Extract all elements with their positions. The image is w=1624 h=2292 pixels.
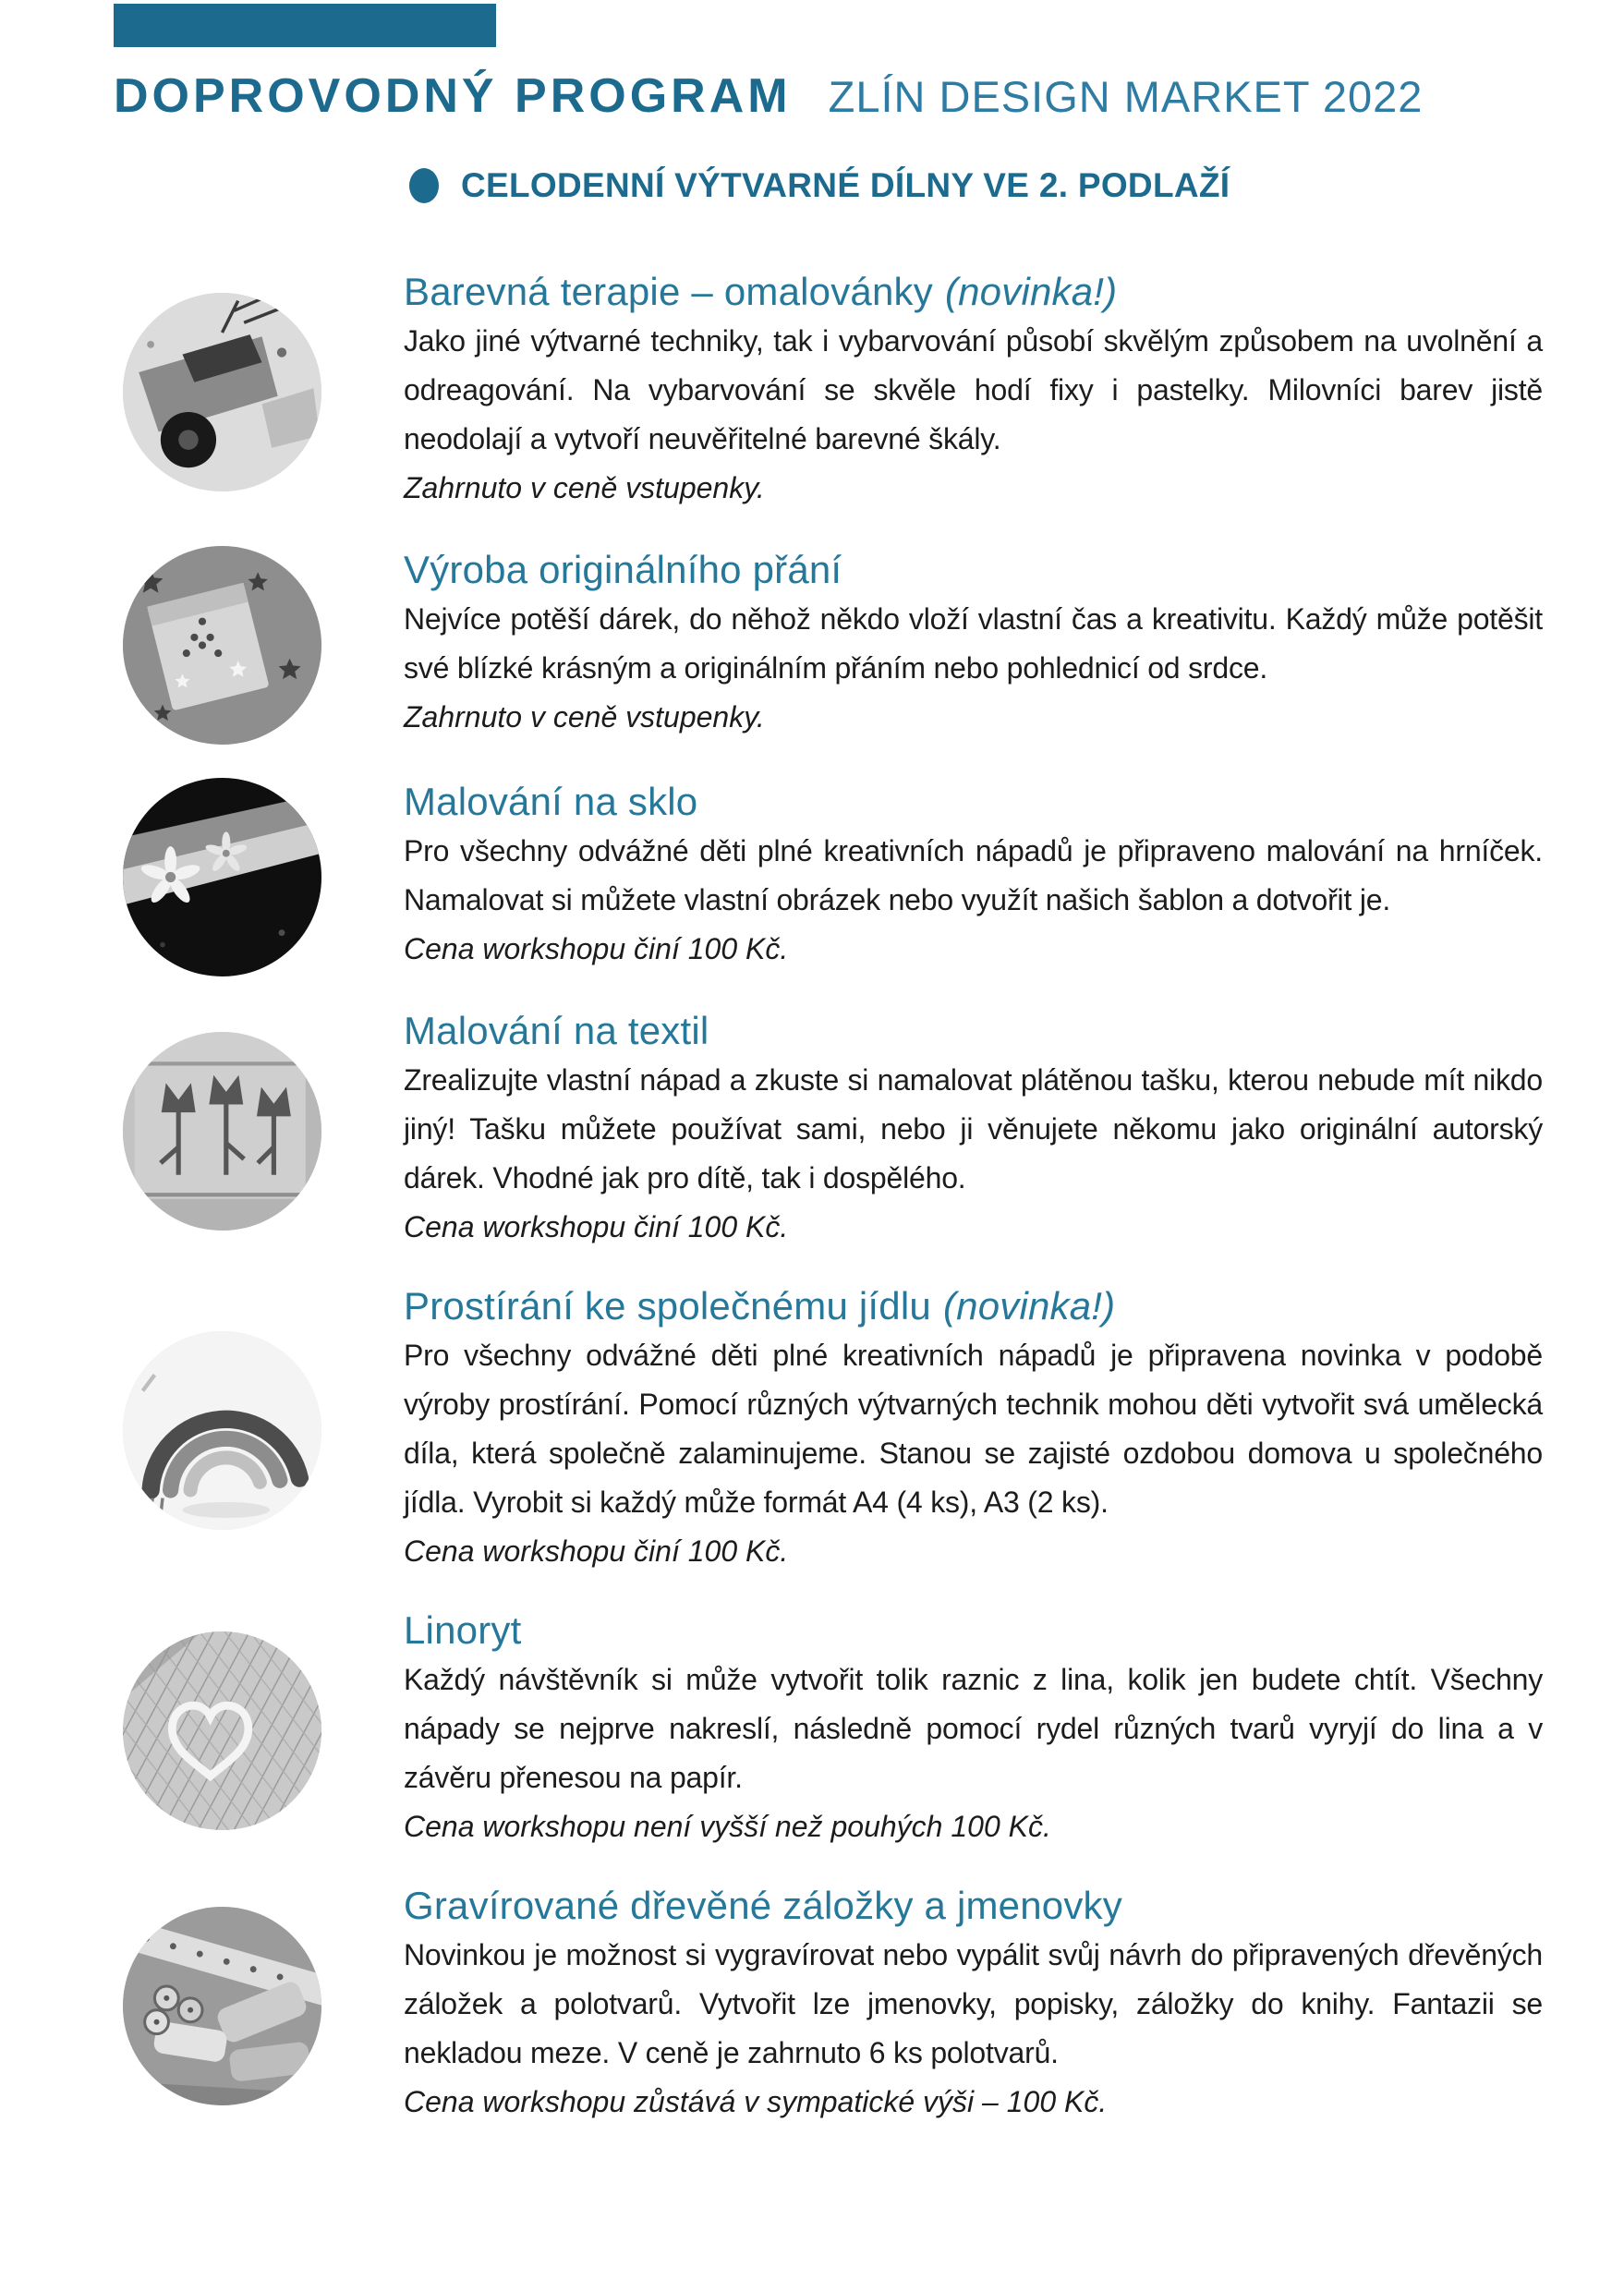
painted-rainbow-photo xyxy=(123,1331,321,1530)
section-text xyxy=(404,1609,1543,1851)
section-title-suffix: (novinka!) xyxy=(942,1284,1116,1328)
section-text xyxy=(404,271,1543,513)
workshop-list xyxy=(0,271,1624,2160)
section-title xyxy=(404,271,1543,313)
section-title xyxy=(404,1609,1543,1652)
section-text xyxy=(404,1285,1543,1576)
section-note: Zahrnuto v ceně vstupenky. xyxy=(404,700,765,734)
workshop-section-coloring xyxy=(0,271,1624,513)
section-body: Jako jiné výtvarné techniky, tak i vybarvování působí skvělým způsobem na uvolnění a odreagování. Na vybarvování se skvěle hodí fixy i pastelky. Milovníci barev jistě neodolají a vytvoří neuvěřitelné barevné škály. xyxy=(404,324,1543,455)
section-text xyxy=(404,1885,1543,2127)
bullet-dot-icon xyxy=(409,168,439,203)
workshop-section-linocut xyxy=(0,1609,1624,1851)
workshops-header xyxy=(409,166,1230,205)
page-subtitle: ZLÍN DESIGN MARKET 2022 xyxy=(828,72,1424,121)
section-body: Zrealizujte vlastní nápad a zkuste si namalovat plátěnou tašku, kterou nebude mít nikdo jiný! Tašku můžete používat sami, nebo ji věnujete někomu jako originální autorský dárek. Vhodné jak pro dítě, tak i dospělého. xyxy=(404,1063,1543,1195)
section-note: Cena workshopu zůstává v sympatické výši – 100 Kč. xyxy=(404,2085,1108,2118)
workshop-section-glass-painting xyxy=(0,778,1624,976)
section-note: Cena workshopu není vyšší než pouhých 100 Kč. xyxy=(404,1810,1051,1843)
section-photo xyxy=(123,546,321,745)
section-title-text: Linoryt xyxy=(404,1608,522,1652)
workshop-section-placemats xyxy=(0,1285,1624,1576)
section-title xyxy=(404,781,1543,823)
engraved-wooden-bookmarks-photo xyxy=(123,1907,321,2105)
top-accent-bar xyxy=(114,4,496,47)
section-title xyxy=(404,1010,1543,1052)
tulip-fabric-print-photo xyxy=(123,1032,321,1231)
section-body: Pro všechny odvážné děti plné kreativních nápadů je připraveno malování na hrníček. Namalovat si můžete vlastní obrázek nebo využít našich šablon a dotvořit je. xyxy=(404,834,1543,916)
section-title-text: Barevná terapie – omalovánky xyxy=(404,270,933,313)
section-photo xyxy=(123,1331,321,1530)
section-title-text: Prostírání ke společnému jídlu xyxy=(404,1284,931,1328)
section-photo xyxy=(123,1631,321,1830)
section-note: Cena workshopu činí 100 Kč. xyxy=(404,1210,789,1243)
workshop-section-card-making xyxy=(0,546,1624,745)
section-title xyxy=(404,1285,1543,1328)
workshop-section-textile-painting xyxy=(0,1010,1624,1252)
section-title xyxy=(404,549,1543,591)
linocut-heart-photo xyxy=(123,1631,321,1830)
section-body: Novinkou je možnost si vygravírovat nebo vypálit svůj návrh do připravených dřevěných záložek a polotvarů. Vytvořit lze jmenovky, popisky, záložky do knihy. Fantazii se nekladou meze. V ceně je zahrnuto 6 ks polotvarů. xyxy=(404,1938,1543,2069)
section-note: Zahrnuto v ceně vstupenky. xyxy=(404,471,765,504)
section-note: Cena workshopu činí 100 Kč. xyxy=(404,932,789,965)
section-text xyxy=(404,781,1543,974)
workshops-header-title: CELODENNÍ VÝTVARNÉ DÍLNY VE 2. PODLAŽÍ xyxy=(461,166,1230,204)
section-photo xyxy=(123,1032,321,1231)
section-text xyxy=(404,1010,1543,1252)
section-title-text: Gravírované dřevěné záložky a jmenovky xyxy=(404,1884,1122,1927)
greeting-card-with-stars-photo xyxy=(123,546,321,745)
section-text xyxy=(404,549,1543,742)
workshop-section-engraved-bookmarks xyxy=(0,1885,1624,2127)
section-title-text: Výroba originálního přání xyxy=(404,548,842,591)
page-title: DOPROVODNÝ PROGRAM xyxy=(114,69,792,123)
section-title-suffix: (novinka!) xyxy=(944,270,1118,313)
title-row xyxy=(114,68,1423,124)
section-photo xyxy=(123,293,321,491)
section-note: Cena workshopu činí 100 Kč. xyxy=(404,1534,789,1568)
section-photo xyxy=(123,778,321,976)
section-title-text: Malování na sklo xyxy=(404,780,698,823)
section-title xyxy=(404,1885,1543,1927)
section-photo xyxy=(123,1907,321,2105)
toy-car-drawing-photo xyxy=(123,293,321,491)
section-body: Každý návštěvník si může vytvořit tolik raznic z lina, kolik jen budete chtít. Všechny nápady se nejprve nakreslí, následně pomocí rydel různých tvarů vyryjí do lina a v závěru přenesou na papír. xyxy=(404,1663,1543,1794)
painted-mug-photo xyxy=(123,778,321,976)
section-body: Pro všechny odvážné děti plné kreativních nápadů je připravena novinka v podobě výroby prostírání. Pomocí různých výtvarných technik mohou děti vytvořit svá umělecká díla, která společně zalaminujeme. Stanou se zajisté ozdobou domova u společného jídla. Vyrobit si každý může formát A4 (4 ks), A3 (2 ks). xyxy=(404,1339,1543,1519)
section-title-text: Malování na textil xyxy=(404,1009,709,1052)
section-body: Nejvíce potěší dárek, do něhož někdo vloží vlastní čas a kreativitu. Každý může potěšit své blízké krásným a originálním přáním nebo pohlednicí od srdce. xyxy=(404,602,1543,685)
